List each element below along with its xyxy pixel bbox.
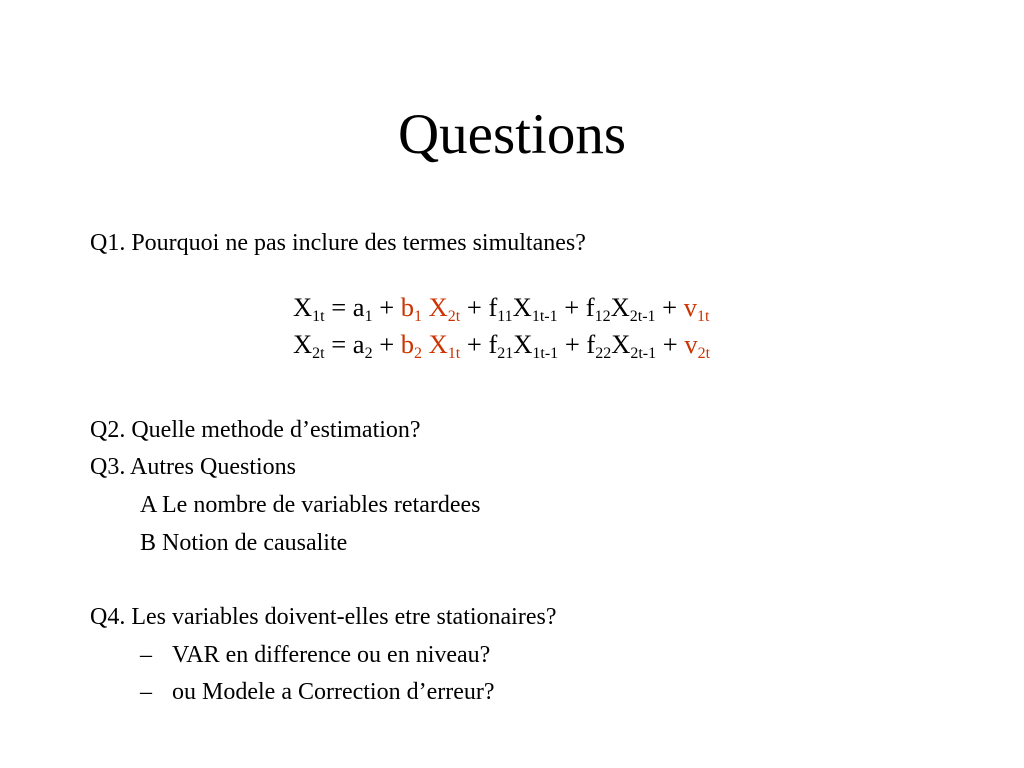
- eq2-lag-term-2: $f_{22}X_{2t-1}$: [586, 329, 657, 362]
- eq1-lag-term-1: $f_{11}X_{1t-1}$: [488, 292, 558, 325]
- question-4: Q4. Les variables doivent-elles etre stationaires?: [90, 604, 557, 630]
- eq2-lag-term-1: $f_{21}X_{1t-1}$: [488, 329, 559, 362]
- question-3-item-a: A Le nombre de variables retardees: [140, 492, 481, 518]
- eq1-lhs: X: [293, 292, 313, 322]
- eq2-simultaneous-term: $b_2$ $X_{1t}$: [400, 329, 461, 362]
- eq1-error-term: $v_{1t}$: [683, 292, 710, 325]
- question-3-item-b: B Notion de causalite: [140, 530, 348, 556]
- eq1-lag-term-2: $f_{12}X_{2t-1}$: [585, 292, 656, 325]
- eq2-constant: a: [352, 329, 365, 359]
- equation-1: $X_{1t} = a_1 + b_1$ $X_{2t} + f_{11}X_{1t-1} + f_{12}X_{2t-1} + v_{1t}$: [293, 292, 710, 325]
- question-3: Q3. Autres Questions: [90, 454, 296, 480]
- bullet-dash: –: [140, 679, 152, 705]
- slide-title: Questions: [398, 103, 626, 166]
- question-2: Q2. Quelle methode d’estimation?: [90, 417, 421, 443]
- question-1: Q1. Pourquoi ne pas inclure des termes simultanes?: [90, 230, 586, 256]
- question-4-item: – VAR en difference ou en niveau?: [140, 642, 491, 668]
- bullet-dash: –: [140, 642, 152, 668]
- eq2-lhs: X: [293, 329, 313, 359]
- eq2-error-term: $v_{2t}$: [684, 329, 711, 362]
- equation-2: $X_{2t} = a_2 + b_2$ $X_{1t} + f_{21}X_{1t-1} + f_{22}X_{2t-1} + v_{2t}$: [293, 329, 711, 362]
- eq1-constant: a: [352, 292, 365, 322]
- question-4-item: – ou Modele a Correction d’erreur?: [140, 679, 495, 705]
- eq1-simultaneous-term: $b_1$ $X_{2t}$: [400, 292, 461, 325]
